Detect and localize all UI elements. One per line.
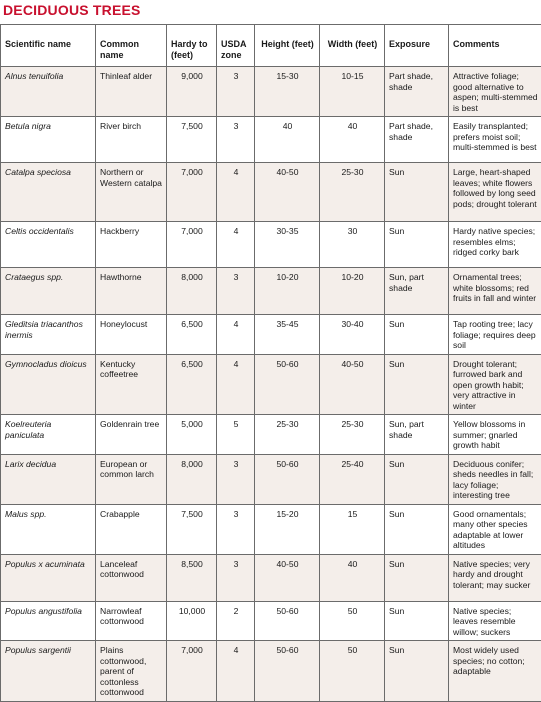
column-header-comments: Comments	[449, 25, 541, 67]
cell-height: 15-30	[255, 67, 320, 117]
cell-comments: Hardy native species; resembles elms; ridged corky bark	[449, 222, 541, 268]
cell-height: 40	[255, 117, 320, 163]
cell-comments: Most widely used species; no cotton; adaptable	[449, 641, 541, 702]
column-header-usda-zone: USDA zone	[217, 25, 255, 67]
cell-exposure: Sun	[385, 554, 449, 601]
cell-exposure: Sun	[385, 454, 449, 504]
cell-usda-zone: 5	[217, 415, 255, 455]
cell-scientific-name: Crataegus spp.	[1, 268, 96, 315]
cell-scientific-name: Larix decidua	[1, 454, 96, 504]
cell-width: 25-30	[320, 415, 385, 455]
cell-height: 50-60	[255, 354, 320, 415]
cell-scientific-name: Celtis occidentalis	[1, 222, 96, 268]
cell-height: 10-20	[255, 268, 320, 315]
table-row	[1, 554, 541, 601]
table-row	[1, 117, 541, 163]
table-row	[1, 315, 541, 355]
cell-exposure: Part shade, shade	[385, 117, 449, 163]
cell-scientific-name: Populus angustifolia	[1, 601, 96, 641]
cell-common-name: Kentucky coffeetree	[96, 354, 167, 415]
cell-common-name: Hackberry	[96, 222, 167, 268]
cell-common-name: European or common larch	[96, 454, 167, 504]
cell-hardy-to: 7,500	[167, 504, 217, 554]
cell-comments: Drought tolerant; furrowed bark and open growth habit; very attractive in winter	[449, 354, 541, 415]
cell-width: 30-40	[320, 315, 385, 355]
cell-common-name: Lanceleaf cottonwood	[96, 554, 167, 601]
cell-hardy-to: 7,000	[167, 163, 217, 222]
cell-height: 15-20	[255, 504, 320, 554]
cell-usda-zone: 3	[217, 554, 255, 601]
cell-width: 50	[320, 601, 385, 641]
column-header-common-name: Common name	[96, 25, 167, 67]
cell-hardy-to: 8,000	[167, 268, 217, 315]
cell-width: 25-30	[320, 163, 385, 222]
cell-height: 25-30	[255, 415, 320, 455]
cell-height: 35-45	[255, 315, 320, 355]
cell-exposure: Sun	[385, 641, 449, 702]
cell-common-name: Goldenrain tree	[96, 415, 167, 455]
cell-usda-zone: 3	[217, 454, 255, 504]
cell-width: 40	[320, 554, 385, 601]
cell-hardy-to: 8,000	[167, 454, 217, 504]
table-header-row	[1, 25, 541, 67]
cell-usda-zone: 4	[217, 354, 255, 415]
cell-height: 30-35	[255, 222, 320, 268]
cell-usda-zone: 2	[217, 601, 255, 641]
cell-width: 15	[320, 504, 385, 554]
cell-height: 40-50	[255, 554, 320, 601]
table-row	[1, 67, 541, 117]
cell-hardy-to: 7,500	[167, 117, 217, 163]
table-row	[1, 504, 541, 554]
cell-width: 10-15	[320, 67, 385, 117]
column-header-exposure: Exposure	[385, 25, 449, 67]
cell-width: 30	[320, 222, 385, 268]
cell-comments: Yellow blossoms in summer; gnarled growth habit	[449, 415, 541, 455]
table-row	[1, 454, 541, 504]
cell-exposure: Sun	[385, 222, 449, 268]
cell-exposure: Part shade, shade	[385, 67, 449, 117]
cell-scientific-name: Gleditsia triacanthos inermis	[1, 315, 96, 355]
table-row	[1, 163, 541, 222]
cell-exposure: Sun	[385, 601, 449, 641]
cell-height: 50-60	[255, 641, 320, 702]
cell-scientific-name: Alnus tenuifolia	[1, 67, 96, 117]
cell-scientific-name: Koelreuteria paniculata	[1, 415, 96, 455]
cell-comments: Good ornamentals; many other species adaptable at lower altitudes	[449, 504, 541, 554]
cell-width: 25-40	[320, 454, 385, 504]
cell-hardy-to: 7,000	[167, 222, 217, 268]
cell-scientific-name: Malus spp.	[1, 504, 96, 554]
cell-width: 40	[320, 117, 385, 163]
cell-common-name: Northern or Western catalpa	[96, 163, 167, 222]
cell-hardy-to: 5,000	[167, 415, 217, 455]
cell-hardy-to: 6,500	[167, 354, 217, 415]
cell-common-name: Plains cottonwood, parent of cottonless cottonwood	[96, 641, 167, 702]
cell-hardy-to: 8,500	[167, 554, 217, 601]
cell-exposure: Sun	[385, 163, 449, 222]
cell-hardy-to: 10,000	[167, 601, 217, 641]
cell-usda-zone: 3	[217, 67, 255, 117]
cell-common-name: Crabapple	[96, 504, 167, 554]
cell-width: 40-50	[320, 354, 385, 415]
column-header-width: Width (feet)	[320, 25, 385, 67]
cell-comments: Large, heart-shaped leaves; white flowers followed by long seed pods; drought tolerant	[449, 163, 541, 222]
column-header-height: Height (feet)	[255, 25, 320, 67]
cell-scientific-name: Populus sargentii	[1, 641, 96, 702]
cell-common-name: River birch	[96, 117, 167, 163]
cell-common-name: Honeylocust	[96, 315, 167, 355]
table-body	[1, 67, 541, 702]
cell-exposure: Sun, part shade	[385, 268, 449, 315]
cell-usda-zone: 3	[217, 117, 255, 163]
cell-exposure: Sun	[385, 504, 449, 554]
cell-usda-zone: 4	[217, 222, 255, 268]
cell-comments: Easily transplanted; prefers moist soil; multi-stemmed is best	[449, 117, 541, 163]
cell-hardy-to: 7,000	[167, 641, 217, 702]
cell-scientific-name: Gymnocladus dioicus	[1, 354, 96, 415]
cell-comments: Native species; very hardy and drought tolerant; may sucker	[449, 554, 541, 601]
cell-height: 40-50	[255, 163, 320, 222]
cell-scientific-name: Catalpa speciosa	[1, 163, 96, 222]
deciduous-trees-table	[0, 24, 541, 702]
cell-hardy-to: 6,500	[167, 315, 217, 355]
cell-usda-zone: 3	[217, 504, 255, 554]
cell-hardy-to: 9,000	[167, 67, 217, 117]
page-title: DECIDUOUS TREES	[3, 2, 141, 18]
table-row	[1, 641, 541, 702]
cell-comments: Tap rooting tree; lacy foliage; requires deep soil	[449, 315, 541, 355]
cell-height: 50-60	[255, 454, 320, 504]
cell-usda-zone: 4	[217, 163, 255, 222]
cell-scientific-name: Betula nigra	[1, 117, 96, 163]
cell-common-name: Narrowleaf cottonwood	[96, 601, 167, 641]
column-header-hardy-to: Hardy to (feet)	[167, 25, 217, 67]
cell-comments: Ornamental trees; white blossoms; red fruits in fall and winter	[449, 268, 541, 315]
cell-comments: Native species; leaves resemble willow; suckers	[449, 601, 541, 641]
table-row	[1, 415, 541, 455]
cell-common-name: Thinleaf alder	[96, 67, 167, 117]
column-header-scientific-name: Scientific name	[1, 25, 96, 67]
cell-scientific-name: Populus x acuminata	[1, 554, 96, 601]
cell-usda-zone: 3	[217, 268, 255, 315]
cell-width: 10-20	[320, 268, 385, 315]
cell-usda-zone: 4	[217, 315, 255, 355]
table-row	[1, 222, 541, 268]
deciduous-trees-table-wrap	[0, 24, 541, 702]
cell-exposure: Sun, part shade	[385, 415, 449, 455]
cell-width: 50	[320, 641, 385, 702]
cell-exposure: Sun	[385, 354, 449, 415]
cell-comments: Attractive foliage; good alternative to aspen; multi-stemmed is best	[449, 67, 541, 117]
table-row	[1, 268, 541, 315]
cell-comments: Deciduous conifer; sheds needles in fall; lacy foliage; interesting tree	[449, 454, 541, 504]
cell-height: 50-60	[255, 601, 320, 641]
table-row	[1, 354, 541, 415]
table-row	[1, 601, 541, 641]
cell-exposure: Sun	[385, 315, 449, 355]
cell-usda-zone: 4	[217, 641, 255, 702]
cell-common-name: Hawthorne	[96, 268, 167, 315]
